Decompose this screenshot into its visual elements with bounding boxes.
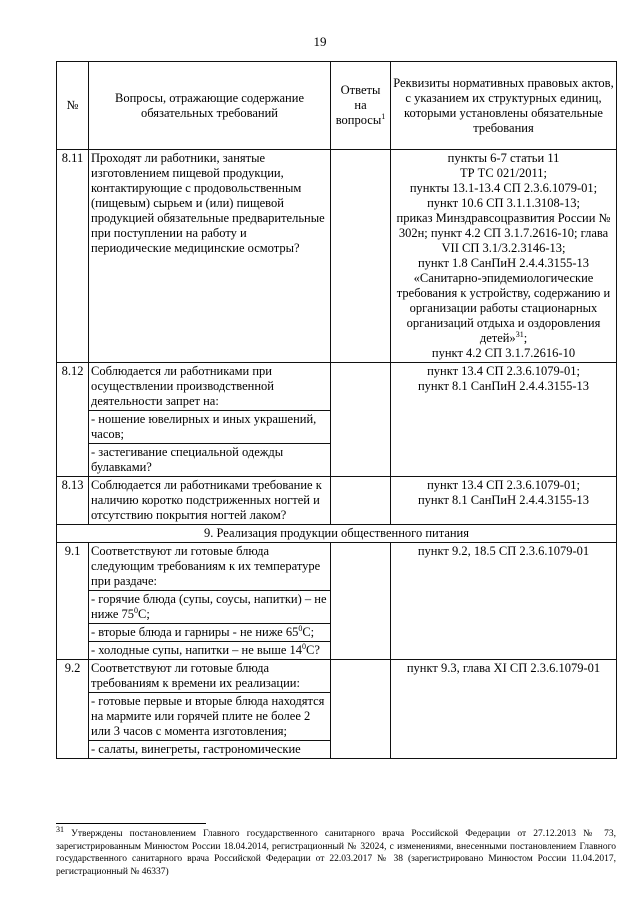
section-row: [57, 525, 617, 543]
requirements-table: [56, 61, 617, 759]
answer-cell[interactable]: [331, 363, 391, 477]
answer-cell[interactable]: [331, 477, 391, 525]
row-requisites: пункт 13.4 СП 2.3.6.1079-01; пункт 8.1 СанПиН 2.4.4.3155-13: [391, 363, 617, 477]
footnote-text: Утверждены постановлением Главного государственного санитарного врача Российской Федерации от 27.12.2013 № 73, зарегистрированным Минюстом России 18.04.2014, регистрационный № 32024, с изменениями, внесенными постановлением Главного государственного санитарного врача Российской Федерации от 22.03.2017 № 38 (зарегистрировано Минюстом России 11.04.2017, регистрационный № 46337): [56, 829, 616, 877]
subitem-text: - вторые блюда и гарниры - не ниже $65^0С$;: [89, 624, 331, 642]
subitem-text: - застегивание специальной одежды булавками?: [89, 444, 331, 477]
row-question: Соответствуют ли готовые блюда требованиям к времени их реализации:: [89, 660, 331, 693]
row-requisites: пункт 9.2, 18.5 СП 2.3.6.1079-01: [391, 543, 617, 660]
subitem-text: - салаты, винегреты, гастрономические: [89, 741, 331, 759]
table-header: [57, 62, 617, 150]
section-title: 9. Реализация продукции общественного питания: [57, 525, 617, 543]
footnote-mark: 31: [56, 824, 64, 834]
header-answers: Ответы на вопросы$^1$: [331, 62, 391, 150]
footnote-divider: [56, 823, 206, 824]
row-number: 8.12: [57, 363, 89, 477]
table-row: [57, 660, 617, 693]
row-number: 8.13: [57, 477, 89, 525]
row-number: 8.11: [57, 150, 89, 363]
row-number: 9.2: [57, 660, 89, 759]
row-question: Проходят ли работники, занятые изготовлением пищевой продукции, контактирующие с продовольственным (пищевым) сырьем и (или) пищевой продукцией обязательные предварительные при поступлении на работу и периодические медицинские осмотры?: [89, 150, 331, 363]
header-question: Вопросы, отражающие содержание обязательных требований: [89, 62, 331, 150]
table-row: [57, 543, 617, 591]
row-number: 9.1: [57, 543, 89, 660]
row-requisites: пункты 6-7 статьи 11 ТР ТС 021/2011; пункты 13.1-13.4 СП 2.3.6.1079-01; пункт 10.6 СП 3.1.1.3108-13; приказ Минздравсоцразвития России № 302н; пункт 4.2 СП 3.1.7.2616-10; глава VII СП 3.1/3.2.3146-13; пункт 1.8 СанПиН 2.4.4.3155-13 «Санитарно-эпидемиологические требования к устройству, содержанию и организации работы стационарных организаций отдыха и оздоровления детей»$^{31}$; пункт 4.2 СП 3.1.7.2616-10: [391, 150, 617, 363]
table-row: [57, 477, 617, 525]
answer-cell[interactable]: [331, 150, 391, 363]
row-question: Соблюдается ли работниками при осуществлении производственной деятельности запрет на:: [89, 363, 331, 411]
header-requisites: Реквизиты нормативных правовых актов, с указанием их структурных единиц, которыми установлены обязательные требования: [391, 62, 617, 150]
table-row: [57, 363, 617, 411]
row-requisites: пункт 13.4 СП 2.3.6.1079-01; пункт 8.1 СанПиН 2.4.4.3155-13: [391, 477, 617, 525]
page-number: 19: [313, 34, 327, 49]
answer-cell[interactable]: [331, 660, 391, 759]
footnote: [56, 824, 616, 878]
subitem-text: - горячие блюда (супы, соусы, напитки) – не ниже $75^0С$;: [89, 591, 331, 624]
subitem-text: - готовые первые и вторые блюда находятся на мармите или горячей плите не более 2 или 3 часов с момента изготовления;: [89, 693, 331, 741]
subitem-text: - холодные супы, напитки – не выше $14^0С$?: [89, 642, 331, 660]
header-num: №: [57, 62, 89, 150]
subitem-text: - ношение ювелирных и иных украшений, часов;: [89, 411, 331, 444]
row-requisites: пункт 9.3, глава XI СП 2.3.6.1079-01: [391, 660, 617, 759]
row-question: Соответствуют ли готовые блюда следующим требованиям к их температуре при раздаче:: [89, 543, 331, 591]
answer-cell[interactable]: [331, 543, 391, 660]
table-row: [57, 150, 617, 363]
row-question: Соблюдается ли работниками требование к наличию коротко подстриженных ногтей и отсутствию покрытия ногтей лаком?: [89, 477, 331, 525]
